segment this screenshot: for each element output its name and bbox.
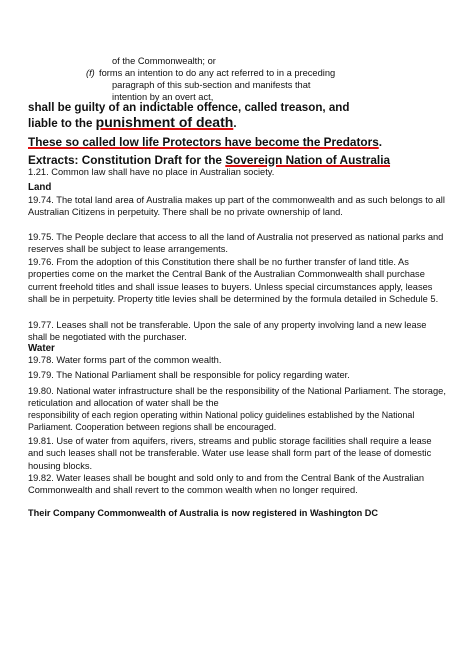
footer-note: Their Company Commonwealth of Australia is now registered in Washington DC	[28, 508, 379, 518]
paragraph-19-78: 19.78. Water forms part of the common wealth.	[28, 355, 222, 365]
predators-period: .	[378, 135, 383, 149]
verdict-suffix: .	[233, 117, 237, 130]
predators-text: These so called low life Protectors have become the Predators	[28, 135, 379, 149]
water-heading: Water	[28, 343, 55, 354]
predators-heading	[28, 135, 382, 149]
paragraph-19-75: 19.75. The People declare that access to all the land of Australia not preserved as national parks and reserves shall be subject to lease arrangements.	[28, 232, 444, 255]
extracts-heading	[28, 153, 390, 167]
clause-f-line3: intention by an overt act,	[112, 92, 214, 102]
clause-f-label: (f)	[86, 68, 95, 78]
paragraph-19-81: 19.81. Use of water from aquifers, rivers, streams and public storage facilities shall require a lease and such leases shall not be transferable. Water use lease shall form part of the lease of domestic housing blocks.	[28, 436, 432, 471]
extracts-nation: Sovereign Nation of Australia	[225, 153, 391, 167]
paragraph-19-77: 19.77. Leases shall not be transferable. Upon the sale of any property involving land a new lease shall be negotiated with the purchaser.	[28, 320, 427, 343]
clause-e-end: of the Commonwealth; or	[112, 56, 216, 66]
paragraph-19-76: 19.76. From the adoption of this Constitution there shall be no further transfer of land title. As properties come on the market the Central Bank of the Australian Commonwealth shall purchase current freehold titles and shall issue leases to buyers. Unless special circumstances apply, leases shall be in perpetuity. Property title levies shall be determined by the formula detailed in Schedule 5.	[28, 257, 439, 305]
punishment-phrase: punishment of death	[95, 114, 234, 130]
paragraph-19-74: 19.74. The total land area of Australia makes up part of the commonwealth and as such belongs to all Australian Citizens in perpetuity. There shall be no private ownership of land.	[28, 195, 445, 218]
verdict-line1: shall be guilty of an indictable offence, called treason, and	[28, 101, 350, 114]
extracts-prefix: Extracts: Constitution Draft for the	[28, 153, 226, 167]
verdict-line2	[28, 114, 237, 130]
paragraph-19-80b: responsibility of each region operating within National policy guidelines established by the National Parliament. Cooperation between regions shall be encouraged.	[28, 410, 415, 433]
clause-f-line2: paragraph of this sub-section and manifests that	[112, 80, 311, 90]
paragraph-19-82: 19.82. Water leases shall be bought and sold only to and from the Central Bank of the Australian Commonwealth and shall revert to the common wealth when no longer required.	[28, 473, 425, 496]
verdict-prefix: liable to the	[28, 117, 96, 130]
paragraph-19-79: 19.79. The National Parliament shall be responsible for policy regarding water.	[28, 370, 350, 380]
land-heading: Land	[28, 182, 52, 193]
clause-f-line1: forms an intention to do any act referred to in a preceding	[99, 68, 336, 78]
paragraph-19-80a: 19.80. National water infrastructure shall be the responsibility of the National Parliament. The storage, reticulation and allocation of water shall be the	[28, 386, 446, 409]
paragraph-1-21: 1.21. Common law shall have no place in Australian society.	[28, 167, 275, 177]
